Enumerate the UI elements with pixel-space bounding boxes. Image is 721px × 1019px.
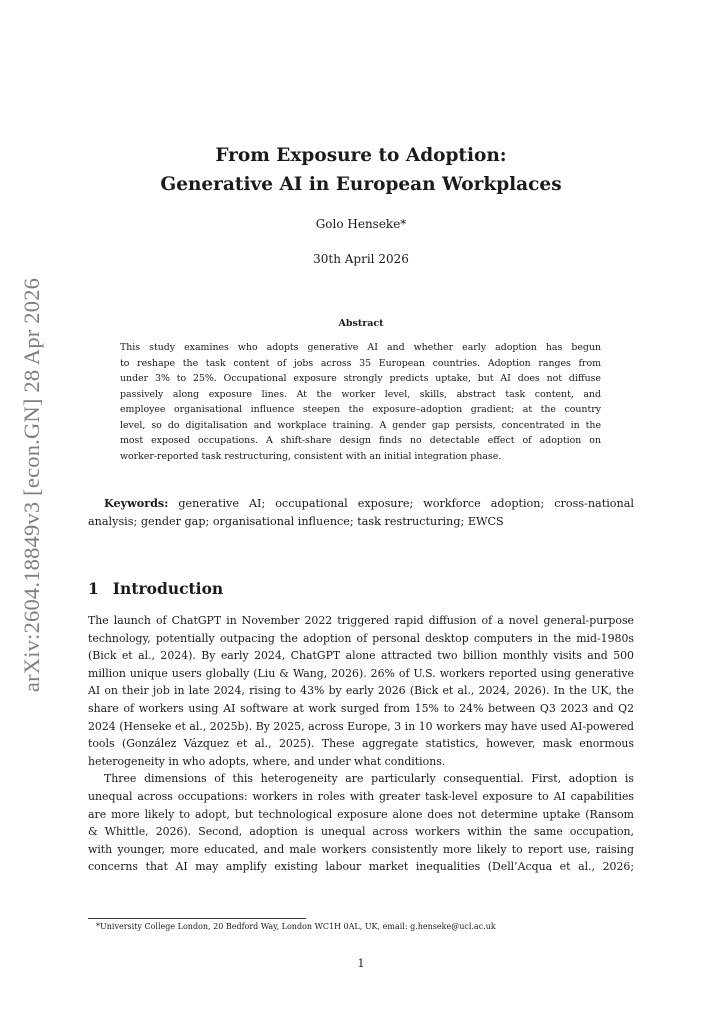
body-text xyxy=(88,612,634,876)
keywords-block xyxy=(88,494,634,531)
keywords-line-1 xyxy=(88,494,634,513)
page-number: 1 xyxy=(357,957,365,970)
paragraph-line: & Whittle, 2026). Second, adoption is unequal across workers within the same occupation, xyxy=(88,825,634,839)
paragraph-line: with younger, more educated, and male workers consistently more likely to report use, raising xyxy=(88,842,634,856)
abstract-line: level, so do digitalisation and workplace training. A gender gap persists, concentrated in the xyxy=(120,419,601,431)
keywords-text-1: generative AI; occupational exposure; workforce adoption; cross-national xyxy=(178,497,634,510)
title-line-2: Generative AI in European Workplaces xyxy=(160,174,562,195)
arxiv-identifier-sidebar xyxy=(14,277,50,693)
section-heading xyxy=(88,579,223,598)
author-name: Golo Henseke* xyxy=(315,217,407,231)
paragraph-line: Three dimensions of this heterogeneity are particularly consequential. First, adoption is xyxy=(104,772,634,786)
title-line-1: From Exposure to Adoption: xyxy=(215,145,507,166)
paragraph-line: are more likely to adopt, but technological exposure alone does not determine uptake (Ransom xyxy=(88,807,634,821)
paragraph-line: unequal across occupations: workers in roles with greater task-level exposure to AI capabilities xyxy=(88,789,634,803)
paragraph-line: technology, potentially outpacing the adoption of personal desktop computers in the mid-1980s xyxy=(88,631,634,645)
keywords-text-2: analysis; gender gap; organisational influence; task restructuring; EWCS xyxy=(88,515,504,528)
abstract-body xyxy=(120,340,601,464)
abstract-line: most exposed occupations. A shift-share design finds no detectable effect of adoption on xyxy=(120,435,601,446)
abstract-line: worker-reported task restructuring, consistent with an initial integration phase. xyxy=(120,450,502,462)
abstract-line: under 3% to 25%. Occupational exposure strongly predicts uptake, but AI does not diffuse xyxy=(120,373,601,384)
section-title: Introduction xyxy=(112,579,224,598)
paragraph-line: concerns that AI may amplify existing labour market inequalities (Dell’Acqua et al., 2026; xyxy=(88,860,634,874)
footnote-divider xyxy=(88,918,306,919)
footnote: *University College London, 20 Bedford Way, London WC1H 0AL, UK, email: g.henseke@ucl.ac.uk xyxy=(96,922,496,931)
abstract-line: This study examines who adopts generative AI and whether early adoption has begun xyxy=(120,342,601,353)
section-number: 1 xyxy=(88,579,99,598)
paragraph-line: tools (González Vázquez et al., 2025). These aggregate statistics, however, mask enormous xyxy=(88,737,634,751)
paragraph-line: The launch of ChatGPT in November 2022 triggered rapid diffusion of a novel general-purpose xyxy=(88,614,634,627)
publication-date: 30th April 2026 xyxy=(313,252,409,266)
abstract-line: employee organisational influence steepen the exposure–adoption gradient; at the country xyxy=(120,404,601,415)
abstract-line: to reshape the task content of jobs across 35 European countries. Adoption ranges from xyxy=(120,357,601,369)
keywords-label: Keywords: xyxy=(104,496,169,510)
abstract-heading: Abstract xyxy=(338,318,384,329)
paragraph-line: million unique users globally (Liu & Wang, 2026). 26% of U.S. workers reported using generative xyxy=(88,666,634,680)
paragraph-line: 2024 (Henseke et al., 2025b). By 2025, across Europe, 3 in 10 workers may have used AI-powered xyxy=(88,719,634,733)
paragraph-line: heterogeneity in who adopts, where, and under what conditions. xyxy=(88,754,446,768)
abstract-line: passively along exposure lines. At the worker level, skills, abstract task content, and xyxy=(120,388,601,400)
paragraph-line: share of workers using AI software at work surged from 15% to 24% between Q3 2023 and Q2 xyxy=(88,701,634,715)
arxiv-identifier: arXiv:2604.18849v3 [econ.GN] 28 Apr 2026 xyxy=(19,277,44,693)
paragraph-line: AI on their job in late 2024, rising to 43% by early 2026 (Bick et al., 2024, 2026). In the UK, the xyxy=(88,684,634,698)
paragraph-line: (Bick et al., 2024). By early 2024, ChatGPT alone attracted two billion monthly visits and 500 xyxy=(88,649,634,663)
paper-title xyxy=(88,141,634,199)
